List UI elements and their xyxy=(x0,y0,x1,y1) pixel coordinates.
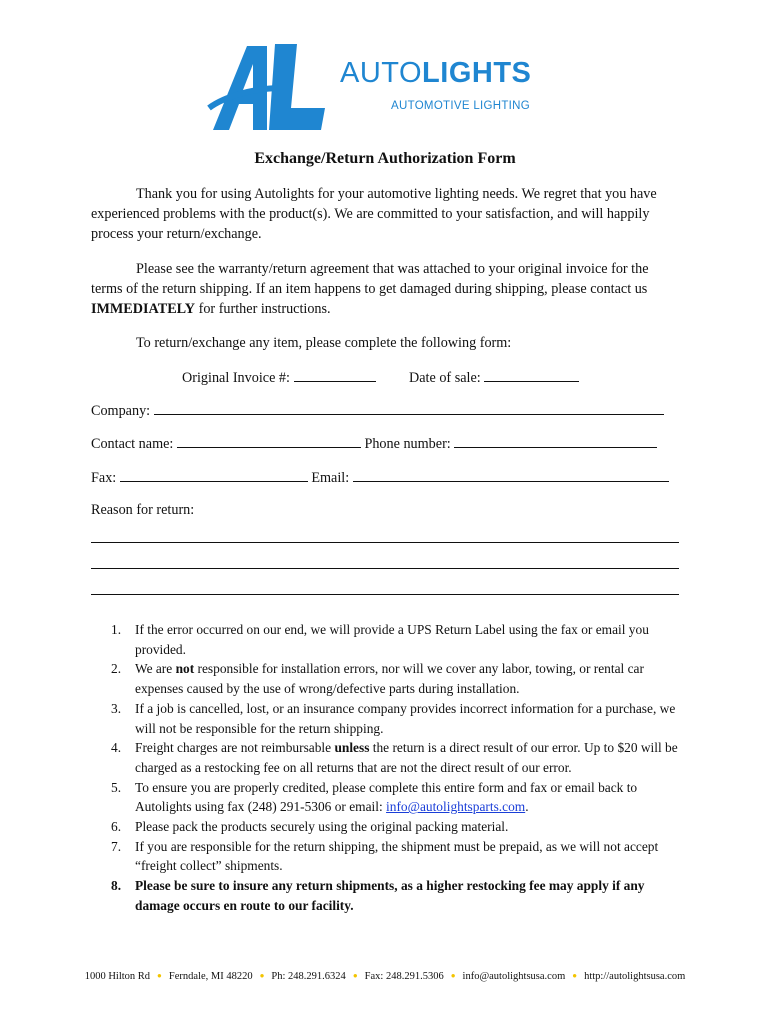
reason-line-3[interactable] xyxy=(91,594,679,595)
reason-line-2[interactable] xyxy=(91,568,679,569)
contact-field xyxy=(91,433,657,454)
footer-phone: Ph: 248.291.6324 xyxy=(271,971,346,982)
footer-city: Ferndale, MI 48220 xyxy=(168,971,253,982)
terms-list xyxy=(91,620,681,916)
list-item: 5. To ensure you are properly credited, please complete this entire form and fax or email back to Autolights using fax (248) 291-5306 or email: info@autolightsparts.com. xyxy=(111,779,638,815)
fax-email-field xyxy=(91,467,669,488)
date-field xyxy=(409,367,579,388)
invoice-field xyxy=(182,367,376,388)
contact-label: Contact name: xyxy=(91,436,174,452)
invoice-input[interactable] xyxy=(294,367,376,382)
bullet-icon: ● xyxy=(157,971,162,980)
bullet-icon: ● xyxy=(450,971,456,980)
footer-fax: Fax: 248.291.5306 xyxy=(364,971,444,982)
intro-paragraph-1: Thank you for using Autolights for your automotive lighting needs. We regret that you have experienced problems with the product(s). We are committed to your satisfaction, and will happily process your return/exchange. xyxy=(91,186,657,242)
al-monogram-icon xyxy=(205,38,345,138)
reason-line-1[interactable] xyxy=(91,542,679,543)
invoice-label: Original Invoice #: xyxy=(182,370,290,386)
phone-number-input[interactable] xyxy=(454,433,657,448)
email-label: Email: xyxy=(311,470,350,486)
intro-paragraph-3: To return/exchange any item, please complete the following form: xyxy=(136,335,512,351)
autolights-logo xyxy=(205,38,565,138)
list-item: 7. If you are responsible for the return shipping, the shipment must be prepaid, as we will not accept “freight collect” shipments. xyxy=(111,838,659,874)
bullet-icon: ● xyxy=(352,971,358,980)
logo-subtitle: AUTOMOTIVE LIGHTING xyxy=(391,100,531,112)
date-label: Date of sale: xyxy=(409,370,481,386)
date-of-sale-input[interactable] xyxy=(484,367,579,382)
list-item: 2. We are not responsible for installation errors, nor will we cover any labor, towing, or rental car expenses caused by the use of wrong/defective parts during installation. xyxy=(111,661,644,697)
list-item: 3. If a job is cancelled, lost, or an insurance company provides incorrect information for a purchase, we will not be responsible for the return shipping. xyxy=(111,700,676,736)
intro-paragraph-2: Please see the warranty/return agreement that was attached to your original invoice for the terms of the return shipping. If an item happens to get damaged during shipping, please contact us IMMEDIATELY for further instructions. xyxy=(91,261,649,317)
list-item: 1. If the error occurred on our end, we will provide a UPS Return Label using the fax or email you provided. xyxy=(111,622,649,657)
list-item: 4. Freight charges are not reimbursable unless the return is a direct result of our error. Up to $20 will be charged as a restocking fee on all returns that are not the direct result of our error. xyxy=(111,740,678,775)
page-title: Exchange/Return Authorization Form xyxy=(254,150,516,167)
email-input[interactable] xyxy=(353,467,669,482)
footer-contact-bar xyxy=(0,971,770,982)
footer-email[interactable]: info@autolightsusa.com xyxy=(462,971,566,982)
bullet-icon: ● xyxy=(572,971,578,980)
footer-website[interactable]: http://autolightsusa.com xyxy=(584,971,686,982)
footer-address: 1000 Hilton Rd xyxy=(84,971,151,982)
fax-label: Fax: xyxy=(91,470,117,486)
list-item: 8. Please be sure to insure any return shipments, as a higher restocking fee may apply if any damage occurs en route to our facility. xyxy=(111,878,645,913)
company-label: Company: xyxy=(91,403,151,419)
company-field xyxy=(91,400,664,421)
bullet-icon: ● xyxy=(259,971,265,980)
fax-input[interactable] xyxy=(120,467,308,482)
company-input[interactable] xyxy=(154,400,664,415)
contact-name-input[interactable] xyxy=(177,433,361,448)
list-item: 6. Please pack the products securely using the original packing material. xyxy=(111,819,509,835)
logo-wordmark: AUTOLIGHTS xyxy=(340,57,532,89)
phone-label: Phone number: xyxy=(364,436,451,452)
email-link[interactable]: info@autolightsparts.com xyxy=(386,799,526,815)
reason-label: Reason for return: xyxy=(91,502,195,518)
